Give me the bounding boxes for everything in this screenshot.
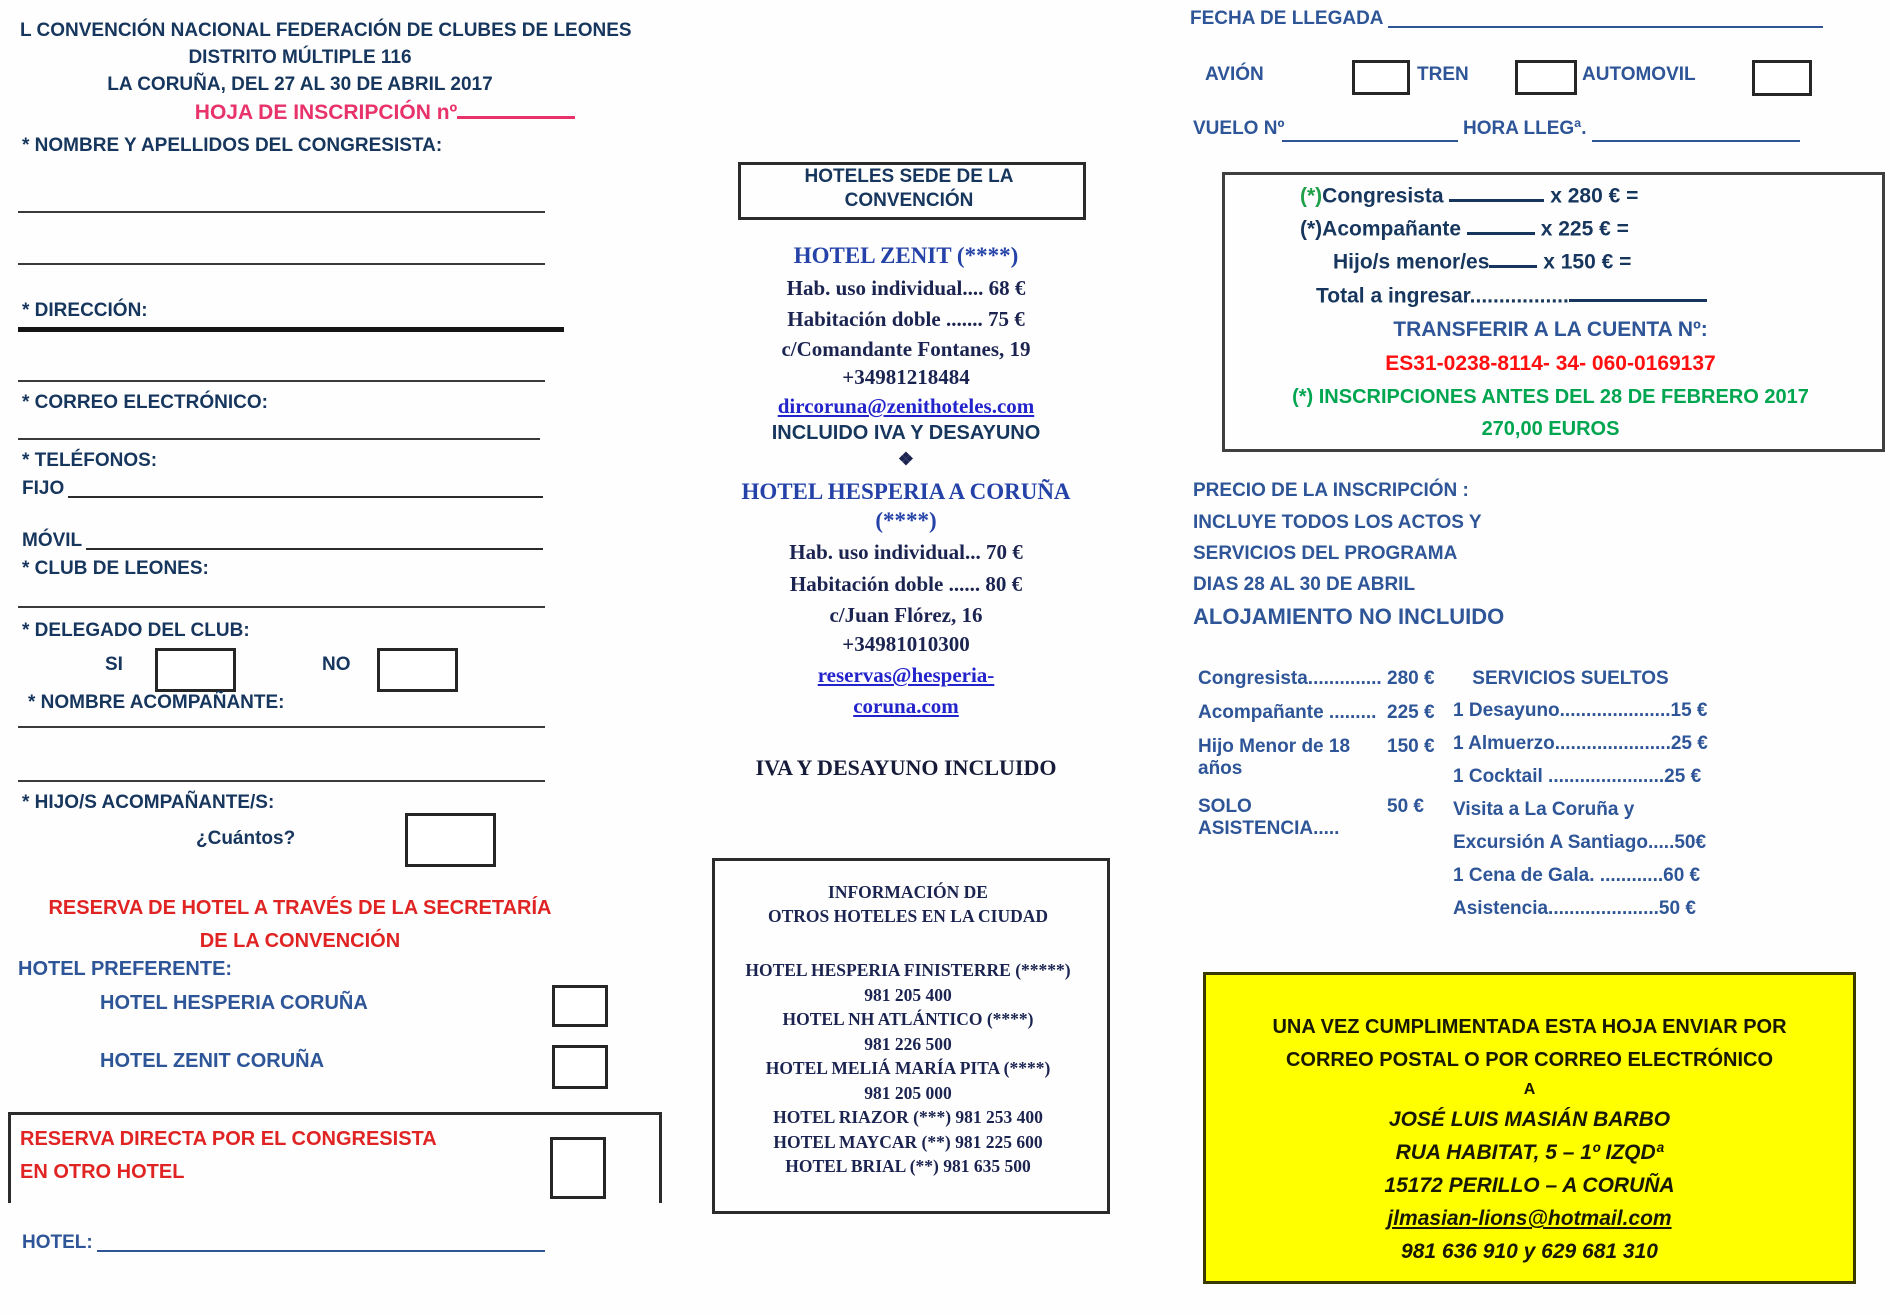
direccion-label: * DIRECCIÓN: xyxy=(22,300,148,321)
movil-row xyxy=(22,530,543,552)
list-item: HOTEL BRIAL (**) 981 635 500 xyxy=(785,1156,1031,1176)
table-row xyxy=(1198,702,1443,724)
inscription-number-row xyxy=(105,101,665,125)
hotel-zenit-name: HOTEL ZENIT (****) xyxy=(793,243,1019,268)
reserva-directa-line1: RESERVA DIRECTA POR EL CONGRESISTA xyxy=(20,1128,437,1150)
correo-label: * CORREO ELECTRÓNICO: xyxy=(22,392,268,413)
blue-asterisk: (*) xyxy=(1300,217,1323,241)
tarifa-label: Hijo Menor de 18 años xyxy=(1198,736,1351,779)
hesperia-email-link-2[interactable]: coruna.com xyxy=(853,694,959,718)
zenit-email-link[interactable]: dircoruna@zenithoteles.com xyxy=(777,394,1035,418)
hotel-hesperia-coruna-option: HOTEL HESPERIA CORUÑA xyxy=(100,992,368,1014)
inscription-number-blank[interactable] xyxy=(457,101,575,119)
hoteles-sede-title-2: CONVENCIÓN xyxy=(844,190,974,211)
list-item: HOTEL NH ATLÁNTICO (****) xyxy=(782,1009,1034,1029)
table-row xyxy=(1453,865,1701,887)
hesperia-direccion: c/Juan Flórez, 16 xyxy=(829,603,983,627)
cuantos-label: ¿Cuántos? xyxy=(196,828,296,849)
delegado-label: * DELEGADO DEL CLUB: xyxy=(22,620,250,641)
nombre-label: * NOMBRE Y APELLIDOS DEL CONGRESISTA: xyxy=(22,135,443,156)
tarifa-precio: 50 € xyxy=(1387,796,1424,817)
servicio-precio: 60 € xyxy=(1663,865,1701,886)
pago-acompanante-blank[interactable] xyxy=(1467,216,1535,235)
hotel-final-row xyxy=(22,1232,545,1254)
otros-hoteles-title-1: INFORMACIÓN DE xyxy=(828,882,988,902)
precio-inscripcion-line2: INCLUYE TODOS LOS ACTOS Y xyxy=(1193,512,1482,533)
destinatario-telefonos: 981 636 910 y 629 681 310 xyxy=(1401,1240,1658,1263)
list-item: HOTEL HESPERIA FINISTERRE (*****) xyxy=(745,960,1071,980)
tarifa-precio: 225 € xyxy=(1387,702,1435,723)
servicio-label: Asistencia..................... xyxy=(1453,898,1659,919)
servicio-label: 1 Almuerzo...................... xyxy=(1453,733,1671,754)
destinatario-email-link[interactable]: jlmasian-lions@hotmail.com xyxy=(1387,1207,1672,1230)
hora-llegada-label: HORA LLEGª. xyxy=(1463,118,1587,139)
si-label: SI xyxy=(105,654,123,675)
fecha-llegada-row xyxy=(1190,8,1823,30)
list-item: 981 226 500 xyxy=(864,1033,952,1054)
table-row xyxy=(1453,700,1708,722)
no-label: NO xyxy=(322,654,351,675)
pago-row-total xyxy=(1316,283,1707,308)
telefonos-label: * TELÉFONOS: xyxy=(22,450,158,471)
aviso-line2: CORREO POSTAL O POR CORREO ELECTRÓNICO xyxy=(1285,1049,1774,1071)
list-item: HOTEL RIAZOR (***) 981 253 400 xyxy=(773,1107,1043,1127)
checkbox-hotel-zenit[interactable] xyxy=(552,1045,608,1089)
pago-acompanante-mult: x 225 € = xyxy=(1534,217,1629,241)
pago-congresista-mult: x 280 € = xyxy=(1544,184,1639,208)
form-title-line2: DISTRITO MÚLTIPLE 116 xyxy=(188,47,412,68)
table-row xyxy=(1453,832,1707,854)
destinatario-direccion: RUA HABITAT, 5 – 1º IZQDª xyxy=(1395,1141,1664,1164)
zenit-precio-doble: Habitación doble ....... 75 € xyxy=(787,307,1025,331)
servicio-label: 1 Cocktail ...................... xyxy=(1453,766,1665,787)
hotel-preferente-label: HOTEL PREFERENTE: xyxy=(18,958,233,980)
otros-hoteles-list xyxy=(712,958,1104,1179)
correo-blank-line[interactable] xyxy=(18,438,540,440)
nombre-acompanante-label: * NOMBRE ACOMPAÑANTE: xyxy=(28,692,285,713)
pago-row-congresista xyxy=(1300,183,1638,208)
fijo-label: FIJO xyxy=(22,478,65,499)
hesperia-telefono: +34981010300 xyxy=(842,632,970,656)
servicio-precio: 25 € xyxy=(1670,733,1708,754)
hesperia-email-link-1[interactable]: reservas@hesperia- xyxy=(817,663,995,687)
servicio-precio: 25 € xyxy=(1664,766,1702,787)
list-item: HOTEL MELIÁ MARÍA PITA (****) xyxy=(765,1058,1051,1078)
form-title-line3: LA CORUÑA, DEL 27 AL 30 DE ABRIL 2017 xyxy=(107,74,493,95)
otros-hoteles-title-2: OTROS HOTELES EN LA CIUDAD xyxy=(767,906,1049,926)
table-row xyxy=(1453,898,1696,920)
avion-label: AVIÓN xyxy=(1205,64,1264,85)
alojamiento-no-incluido: ALOJAMIENTO NO INCLUIDO xyxy=(1193,604,1505,629)
servicio-label: 1 Cena de Gala. ............ xyxy=(1453,865,1664,886)
hesperia-precio-individual: Hab. uso individual... 70 € xyxy=(789,540,1023,564)
inscription-number-label: HOJA DE INSCRIPCIÓN nº xyxy=(194,101,458,124)
nombre-blank-line-1[interactable] xyxy=(18,211,545,213)
servicios-sueltos-list xyxy=(1453,700,1708,931)
pago-row-hijos xyxy=(1333,249,1631,274)
servicios-sueltos-title: SERVICIOS SUELTOS xyxy=(1472,668,1669,689)
green-asterisk: (*) xyxy=(1300,184,1323,208)
hotel-hesperia-name: HOTEL HESPERIA A CORUÑA xyxy=(741,479,1071,504)
aviso-line1: UNA VEZ CUMPLIMENTADA ESTA HOJA ENVIAR POR xyxy=(1272,1016,1787,1038)
precio-inscripcion-line4: DIAS 28 AL 30 DE ABRIL xyxy=(1193,574,1416,595)
tarifa-label: Congresista.............. xyxy=(1198,668,1382,689)
hijos-label: * HIJO/S ACOMPAÑANTE/S: xyxy=(22,792,275,813)
precio-anticipado: 270,00 EUROS xyxy=(1481,418,1620,440)
precio-inscripcion-line3: SERVICIOS DEL PROGRAMA xyxy=(1193,543,1458,564)
pago-hijos-label: Hijo/s menor/es xyxy=(1333,250,1490,274)
pago-acompanante-label: Acompañante xyxy=(1322,217,1467,241)
checkbox-tren[interactable] xyxy=(1515,60,1577,95)
servicio-precio: 15 € xyxy=(1670,700,1708,721)
pago-hijos-blank[interactable] xyxy=(1489,249,1537,268)
tarifa-precio: 150 € xyxy=(1387,736,1435,757)
precio-inscripcion-line1: PRECIO DE LA INSCRIPCIÓN : xyxy=(1193,480,1469,501)
tarifa-label: Acompañante ......... xyxy=(1198,702,1377,723)
pago-congresista-label: Congresista xyxy=(1322,184,1450,208)
iva-desayuno-note: IVA Y DESAYUNO INCLUIDO xyxy=(755,755,1057,780)
vuelo-numero-blank-line[interactable] xyxy=(1282,140,1458,142)
hora-llegada-blank-line[interactable] xyxy=(1592,140,1800,142)
zenit-direccion: c/Comandante Fontanes, 19 xyxy=(781,337,1031,361)
movil-label: MÓVIL xyxy=(22,530,83,551)
hoteles-sede-title-1: HOTELES SEDE DE LA xyxy=(804,166,1014,187)
tren-label: TREN xyxy=(1417,64,1469,85)
table-row xyxy=(1198,796,1443,840)
table-row xyxy=(1453,766,1702,788)
diamond-separator-icon: ❖ xyxy=(897,449,915,469)
servicio-precio: € xyxy=(1695,832,1707,853)
numero-cuenta: ES31-0238-8114- 34- 060-0169137 xyxy=(1385,352,1716,375)
pago-box xyxy=(1222,172,1885,452)
list-item: 981 205 000 xyxy=(864,1082,952,1103)
inscripciones-fecha-limite: (*) INSCRIPCIONES ANTES DEL 28 DE FEBRERO 2017 xyxy=(1292,386,1809,408)
servicio-precio: 50 € xyxy=(1658,898,1696,919)
transferir-cuenta-label: TRANSFERIR A LA CUENTA Nº: xyxy=(1393,318,1708,341)
zenit-precio-individual: Hab. uso individual.... 68 € xyxy=(786,276,1026,300)
hotel-final-blank-line[interactable] xyxy=(97,1249,545,1252)
checkbox-cuantos-box[interactable] xyxy=(405,813,496,867)
vuelo-numero-label: VUELO Nº xyxy=(1193,118,1285,139)
fijo-row xyxy=(22,478,543,500)
table-row xyxy=(1198,668,1443,690)
nombre-blank-line-2[interactable] xyxy=(18,263,545,265)
form-title-line1: L CONVENCIÓN NACIONAL FEDERACIÓN DE CLUBES DE LEONES xyxy=(20,20,632,41)
checkbox-automovil[interactable] xyxy=(1752,60,1812,96)
servicio-label: 1 Desayuno..................... xyxy=(1453,700,1671,721)
checkbox-hotel-hesperia[interactable] xyxy=(552,985,608,1027)
club-label: * CLUB DE LEONES: xyxy=(22,558,209,579)
club-blank-line[interactable] xyxy=(18,606,545,608)
direccion-blank-line[interactable] xyxy=(18,327,564,332)
table-row xyxy=(1198,736,1443,780)
zenit-telefono: +34981218484 xyxy=(842,365,970,389)
hesperia-precio-doble: Habitación doble ...... 80 € xyxy=(789,572,1023,596)
hotel-hesperia-stars: (****) xyxy=(875,508,937,533)
hotel-zenit-coruna-option: HOTEL ZENIT CORUÑA xyxy=(100,1050,325,1072)
table-row xyxy=(1453,799,1689,821)
direccion-blank-line-2[interactable] xyxy=(18,380,545,382)
servicio-label: Excursión A Santiago.....50 xyxy=(1453,832,1696,853)
list-item: 981 205 400 xyxy=(864,984,952,1005)
reserva-directa-line2: EN OTRO HOTEL xyxy=(20,1161,185,1183)
servicio-precio xyxy=(1639,799,1689,821)
list-item: HOTEL MAYCAR (**) 981 225 600 xyxy=(773,1131,1043,1152)
acompanante-blank-line-2[interactable] xyxy=(18,780,545,782)
tarifa-label: SOLO ASISTENCIA..... xyxy=(1198,796,1340,839)
movil-blank-line[interactable] xyxy=(86,547,543,550)
acompanante-blank-line-1[interactable] xyxy=(18,726,545,728)
aviso-line3: A xyxy=(1523,1081,1536,1098)
tarifa-precio: 280 € xyxy=(1387,668,1435,689)
destinatario-ciudad: 15172 PERILLO – A CORUÑA xyxy=(1384,1174,1675,1197)
fijo-blank-line[interactable] xyxy=(68,495,543,498)
servicio-label: Visita a La Coruña y xyxy=(1453,799,1635,820)
pago-total-blank[interactable] xyxy=(1569,283,1707,302)
checkbox-delegado-si[interactable] xyxy=(155,648,236,692)
checkbox-avion[interactable] xyxy=(1352,60,1410,95)
checkbox-delegado-no[interactable] xyxy=(377,648,458,692)
zenit-iva-note: INCLUIDO IVA Y DESAYUNO xyxy=(771,422,1041,444)
pago-hijos-mult: x 150 € = xyxy=(1537,250,1632,274)
hotel-final-label: HOTEL: xyxy=(22,1232,93,1253)
automovil-label: AUTOMOVIL xyxy=(1582,64,1696,85)
checkbox-reserva-directa[interactable] xyxy=(550,1137,606,1199)
aviso-envio-box xyxy=(1203,972,1856,1284)
reserva-secretaria-line2: DE LA CONVENCIÓN xyxy=(199,930,401,952)
fecha-llegada-label: FECHA DE LLEGADA xyxy=(1190,8,1384,29)
table-row xyxy=(1453,733,1708,755)
pago-row-acompanante xyxy=(1300,216,1629,241)
destinatario-nombre: JOSÉ LUIS MASIÁN BARBO xyxy=(1388,1108,1671,1131)
fecha-llegada-blank-line[interactable] xyxy=(1388,25,1823,28)
pago-total-label: Total a ingresar................. xyxy=(1316,284,1569,308)
pago-congresista-blank[interactable] xyxy=(1449,183,1544,202)
reserva-secretaria-line1: RESERVA DE HOTEL A TRAVÉS DE LA SECRETARÍA xyxy=(48,897,552,919)
